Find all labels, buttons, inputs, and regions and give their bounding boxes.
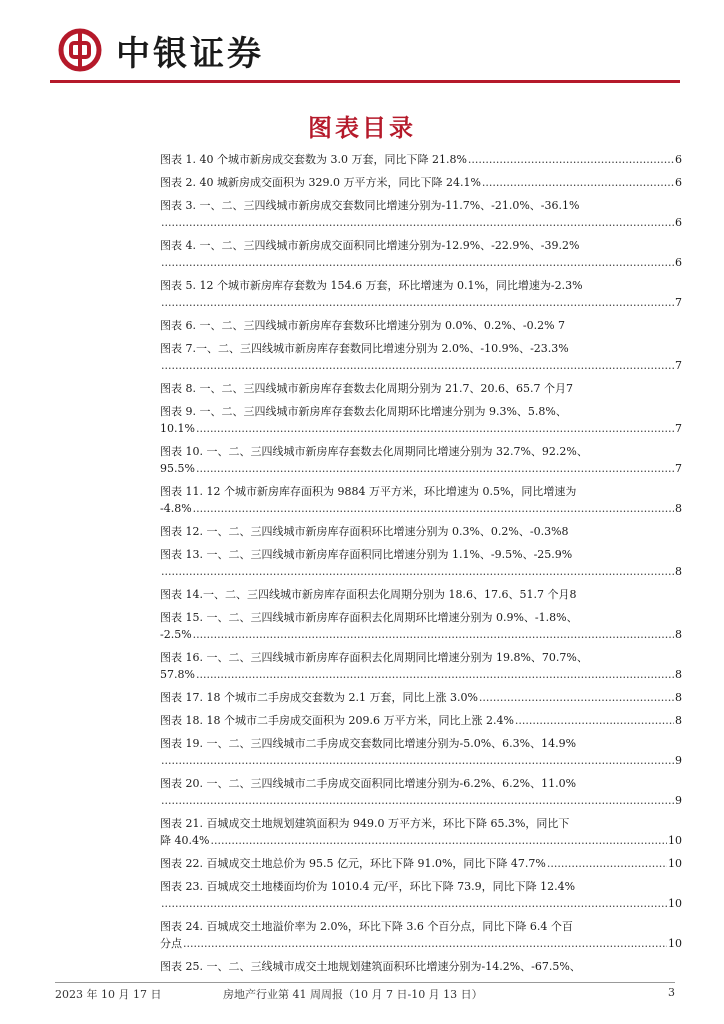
toc-entry-title: 图表 21. 百城成交土地规划建筑面积为 949.0 万平方米，环比下降 65.3%，同比下	[160, 817, 570, 830]
toc-leader-dots	[468, 151, 674, 168]
toc-entry[interactable]	[160, 483, 682, 517]
toc-entry[interactable]	[160, 380, 682, 397]
toc-entry-title: 图表 15. 一、二、三四线城市新房库存面积去化周期环比增速分别为 0.9%、-1.8%、	[160, 611, 578, 624]
toc-leader-dots	[161, 895, 667, 912]
toc-leader-dots	[479, 689, 674, 706]
toc-entry[interactable]	[160, 649, 682, 683]
toc-entry-title: 图表 17. 18 个城市二手房成交套数为 2.1 万套，同比上涨 3.0%	[160, 691, 478, 704]
toc-page-number: 6	[675, 256, 682, 269]
toc-page-number: 9	[675, 754, 682, 767]
toc-page-number: 6	[675, 216, 682, 229]
toc-leader-dots	[161, 254, 674, 271]
toc-page-number: 7	[675, 422, 682, 435]
toc-entry-continuation: -4.8%	[160, 502, 192, 515]
toc-leader-dots	[482, 174, 674, 191]
toc-page-number: 6	[675, 176, 682, 189]
toc-entry-title: 图表 19. 一、二、三四线城市二手房成交套数同比增速分别为-5.0%、6.3%、14.9%	[160, 737, 577, 750]
footer-date: 2023 年 10 月 17 日	[55, 988, 162, 1001]
toc-entry-continuation: 57.8%	[160, 668, 195, 681]
toc-leader-dots	[193, 626, 674, 643]
toc-entry-title: 图表 9. 一、二、三四线城市新房库存套数去化周期环比增速分别为 9.3%、5.8%、	[160, 405, 567, 418]
footer	[55, 982, 675, 999]
toc-entry-title: 图表 7.一、二、三四线城市新房库存套数同比增速分别为 2.0%、-10.9%、-23.3%	[160, 342, 569, 355]
toc-leader-dots	[161, 294, 674, 311]
page-title: 图表目录	[308, 113, 416, 142]
toc-entry-title: 图表 11. 12 个城市新房库存面积为 9884 万平方米，环比增速为 0.5%，同比增速为	[160, 485, 577, 498]
toc-page-number: 10	[668, 834, 682, 847]
toc-leader-dots	[183, 935, 667, 952]
toc-leader-dots	[161, 563, 674, 580]
toc-leader-dots	[161, 752, 674, 769]
toc-entry-continuation: 降 40.4%	[160, 834, 210, 847]
toc-page-number: 8	[675, 628, 682, 641]
footer-page-number: 3	[668, 986, 675, 999]
toc-entry[interactable]	[160, 735, 682, 769]
toc-leader-dots	[196, 460, 674, 477]
bank-of-china-logo-icon	[58, 28, 102, 72]
toc-leader-dots	[161, 357, 674, 374]
toc-entry[interactable]	[160, 855, 682, 872]
toc-entry[interactable]	[160, 174, 682, 191]
toc-page-number: 7	[675, 462, 682, 475]
toc-entry[interactable]	[160, 546, 682, 580]
toc-leader-dots	[196, 666, 674, 683]
toc-entry-continuation: 95.5%	[160, 462, 195, 475]
toc-entry[interactable]	[160, 689, 682, 706]
toc-entry-title: 图表 25. 一、二、三线城市成交土地规划建筑面积环比增速分别为-14.2%、-67.5%、	[160, 960, 581, 973]
toc-page-number: 10	[668, 857, 682, 870]
toc-entry-title: 图表 13. 一、二、三四线城市新房库存面积同比增速分别为 1.1%、-9.5%、-25.9%	[160, 548, 573, 561]
toc-leader-dots	[193, 500, 674, 517]
toc-leader-dots	[515, 712, 674, 729]
table-of-figures	[160, 151, 682, 981]
toc-entry-title: 图表 22. 百城成交土地总价为 95.5 亿元，环比下降 91.0%，同比下降 47.7%	[160, 857, 546, 870]
toc-leader-dots	[161, 792, 674, 809]
toc-page-number: 9	[675, 794, 682, 807]
toc-page-number: 8	[675, 565, 682, 578]
toc-entry-title: 图表 2. 40 城新房成交面积为 329.0 万平方米，同比下降 24.1%	[160, 176, 481, 189]
toc-entry[interactable]	[160, 277, 682, 311]
toc-page-number: 10	[668, 897, 682, 910]
toc-page-number: 6	[675, 153, 682, 166]
toc-entry-title: 图表 6. 一、二、三四线城市新房库存套数环比增速分别为 0.0%、0.2%、-0.2% 7	[160, 319, 566, 332]
toc-entry[interactable]	[160, 403, 682, 437]
toc-entry[interactable]	[160, 197, 682, 231]
toc-entry[interactable]	[160, 586, 682, 603]
toc-entry-title: 图表 3. 一、二、三四线城市新房成交套数同比增速分别为-11.7%、-21.0%、-36.1%	[160, 199, 580, 212]
toc-entry[interactable]	[160, 712, 682, 729]
toc-entry-title: 图表 14.一、二、三四线城市新房库存面积去化周期分别为 18.6、17.6、51.7 个月8	[160, 588, 577, 601]
toc-entry-title: 图表 16. 一、二、三四线城市新房库存面积去化周期同比增速分别为 19.8%、70.7%、	[160, 651, 588, 664]
toc-page-number: 8	[675, 668, 682, 681]
toc-entry[interactable]	[160, 523, 682, 540]
toc-page-number: 8	[675, 714, 682, 727]
toc-entry-title: 图表 1. 40 个城市新房成交套数为 3.0 万套，同比下降 21.8%	[160, 153, 467, 166]
toc-entry-title: 图表 20. 一、二、三四线城市二手房成交面积同比增速分别为-6.2%、6.2%、11.0%	[160, 777, 577, 790]
toc-page-number: 7	[675, 296, 682, 309]
toc-entry[interactable]	[160, 340, 682, 374]
toc-entry[interactable]	[160, 443, 682, 477]
toc-entry[interactable]	[160, 918, 682, 952]
header-rule	[50, 80, 680, 83]
toc-page-number: 7	[675, 359, 682, 372]
brand-name: 中银证券	[116, 34, 264, 74]
header	[50, 24, 680, 84]
toc-entry-title: 图表 12. 一、二、三四线城市新房库存面积环比增速分别为 0.3%、0.2%、-0.3%8	[160, 525, 569, 538]
toc-page-number: 10	[668, 937, 682, 950]
toc-entry[interactable]	[160, 958, 682, 975]
toc-entry-title: 图表 23. 百城成交土地楼面均价为 1010.4 元/平，环比下降 73.9，同比下降 12.4%	[160, 880, 576, 893]
toc-leader-dots	[196, 420, 674, 437]
toc-entry-continuation: -2.5%	[160, 628, 192, 641]
toc-page-number: 8	[675, 502, 682, 515]
toc-entry[interactable]	[160, 609, 682, 643]
footer-report-title: 房地产行业第 41 周周报（10 月 7 日-10 月 13 日）	[223, 988, 483, 1001]
toc-leader-dots	[210, 832, 667, 849]
toc-entry-title: 图表 4. 一、二、三四线城市新房成交面积同比增速分别为-12.9%、-22.9%、-39.2%	[160, 239, 580, 252]
toc-leader-dots	[547, 855, 667, 872]
toc-entry-continuation: 10.1%	[160, 422, 195, 435]
toc-entry-title: 图表 18. 18 个城市二手房成交面积为 209.6 万平方米，同比上涨 2.4%	[160, 714, 514, 727]
toc-entry[interactable]	[160, 775, 682, 809]
toc-entry[interactable]	[160, 878, 682, 912]
toc-entry-title: 图表 10. 一、二、三四线城市新房库存套数去化周期同比增速分别为 32.7%、92.2%、	[160, 445, 588, 458]
toc-entry-continuation: 分点	[160, 937, 182, 950]
toc-entry[interactable]	[160, 815, 682, 849]
toc-entry[interactable]	[160, 237, 682, 271]
toc-entry[interactable]	[160, 317, 682, 334]
toc-entry[interactable]	[160, 151, 682, 168]
toc-entry-title: 图表 24. 百城成交土地溢价率为 2.0%，环比下降 3.6 个百分点，同比下降 6.4 个百	[160, 920, 573, 933]
toc-entry-title: 图表 5. 12 个城市新房库存套数为 154.6 万套，环比增速为 0.1%，同比增速为-2.3%	[160, 279, 583, 292]
toc-page-number: 8	[675, 691, 682, 704]
toc-leader-dots	[161, 214, 674, 231]
toc-entry-title: 图表 8. 一、二、三四线城市新房库存套数去化周期分别为 21.7、20.6、65.7 个月7	[160, 382, 573, 395]
